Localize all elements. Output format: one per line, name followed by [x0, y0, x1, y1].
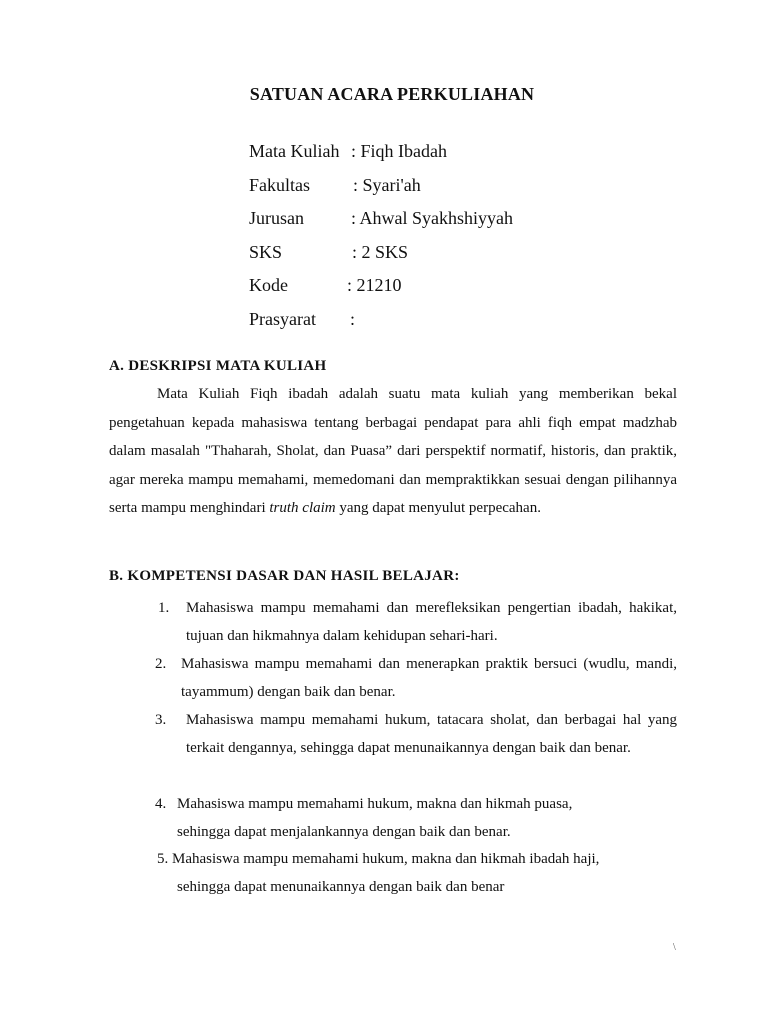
- list-item: [0, 650, 768, 706]
- document-title: SATUAN ACARA PERKULIAHAN: [249, 84, 535, 104]
- list-item-text: Mahasiswa mampu memahami hukum, makna dan hikmah puasa,: [177, 796, 573, 812]
- info-label: Kode: [249, 275, 288, 296]
- info-label: SKS: [249, 241, 283, 262]
- list-item-number: 3.: [155, 712, 167, 728]
- list-item-text-continued: sehingga dapat menunaikannya dengan baik dan benar: [177, 879, 505, 895]
- list-item-text: Mahasiswa mampu memahami dan menerapkan praktik bersuci (wudlu, mandi, tayammum) dengan baik dan benar.: [181, 656, 677, 700]
- info-value: : Fiqh Ibadah: [351, 141, 447, 161]
- list-item: [0, 845, 768, 901]
- info-value: : Ahwal Syakhshiyyah: [351, 208, 513, 229]
- info-value: :: [350, 308, 356, 329]
- section-a-paragraph: [109, 380, 677, 523]
- info-row-sks: [249, 238, 409, 272]
- course-info: [249, 137, 513, 339]
- paragraph-main-text: Mata Kuliah Fiqh ibadah adalah suatu mata kuliah yang memberikan bekal pengetahuan kepada mahasiswa tentang berbagai pendapat para ahli fiqh empat madzhab dalam masalah "Thaharah, Sholat, dan Puasa” dari perspektif normatif, historis, dan praktik, agar mereka mampu memahami, memedomani dan mempraktikkan sesuai dengan pilihannya serta mampu menghindari: [109, 386, 677, 516]
- list-item-text-continued: sehingga dapat menjalankannya dengan baik dan benar.: [177, 824, 511, 840]
- info-label: Prasyarat: [249, 308, 316, 329]
- paragraph-text: [109, 380, 677, 523]
- list-item: [0, 790, 768, 846]
- list-item-text: Mahasiswa mampu memahami hukum, tatacara sholat, dan berbagai hal yang terkait dengannya, sehingga dapat menunaikannya dengan baik dan benar.: [186, 712, 677, 756]
- info-row-fakultas: [249, 171, 421, 205]
- section-a-heading: A. DESKRIPSI MATA KULIAH: [109, 358, 327, 374]
- info-row-prasyarat: [249, 305, 356, 339]
- paragraph-trailing-text: yang dapat menyulut perpecahan.: [339, 500, 541, 516]
- info-value: : 2 SKS: [352, 241, 409, 262]
- paragraph-italic-term: truth claim: [269, 500, 336, 516]
- list-item-text: Mahasiswa mampu memahami hukum, makna dan hikmah ibadah haji,: [172, 851, 600, 867]
- list-item-text: Mahasiswa mampu memahami dan merefleksikan pengertian ibadah, hakikat, tujuan dan hikmahnya dalam kehidupan sehari-hari.: [186, 600, 677, 644]
- list-item: [0, 706, 768, 790]
- list-item-number: 1.: [158, 600, 170, 616]
- list-item: [0, 594, 768, 650]
- info-row-mata-kuliah: [249, 137, 447, 171]
- info-row-kode: [249, 271, 402, 305]
- list-item-number: 5.: [157, 851, 169, 867]
- info-label: Mata Kuliah: [249, 141, 340, 161]
- page-mark: \: [673, 942, 676, 953]
- list-item-number: 4.: [155, 796, 167, 812]
- info-label: Jurusan: [249, 208, 304, 229]
- list-item-number: 2.: [155, 656, 167, 672]
- info-row-jurusan: [249, 204, 513, 238]
- info-label: Fakultas: [249, 174, 310, 195]
- info-value: : Syari'ah: [353, 174, 421, 195]
- section-b-heading: B. KOMPETENSI DASAR DAN HASIL BELAJAR:: [109, 568, 460, 584]
- info-value: : 21210: [347, 275, 402, 296]
